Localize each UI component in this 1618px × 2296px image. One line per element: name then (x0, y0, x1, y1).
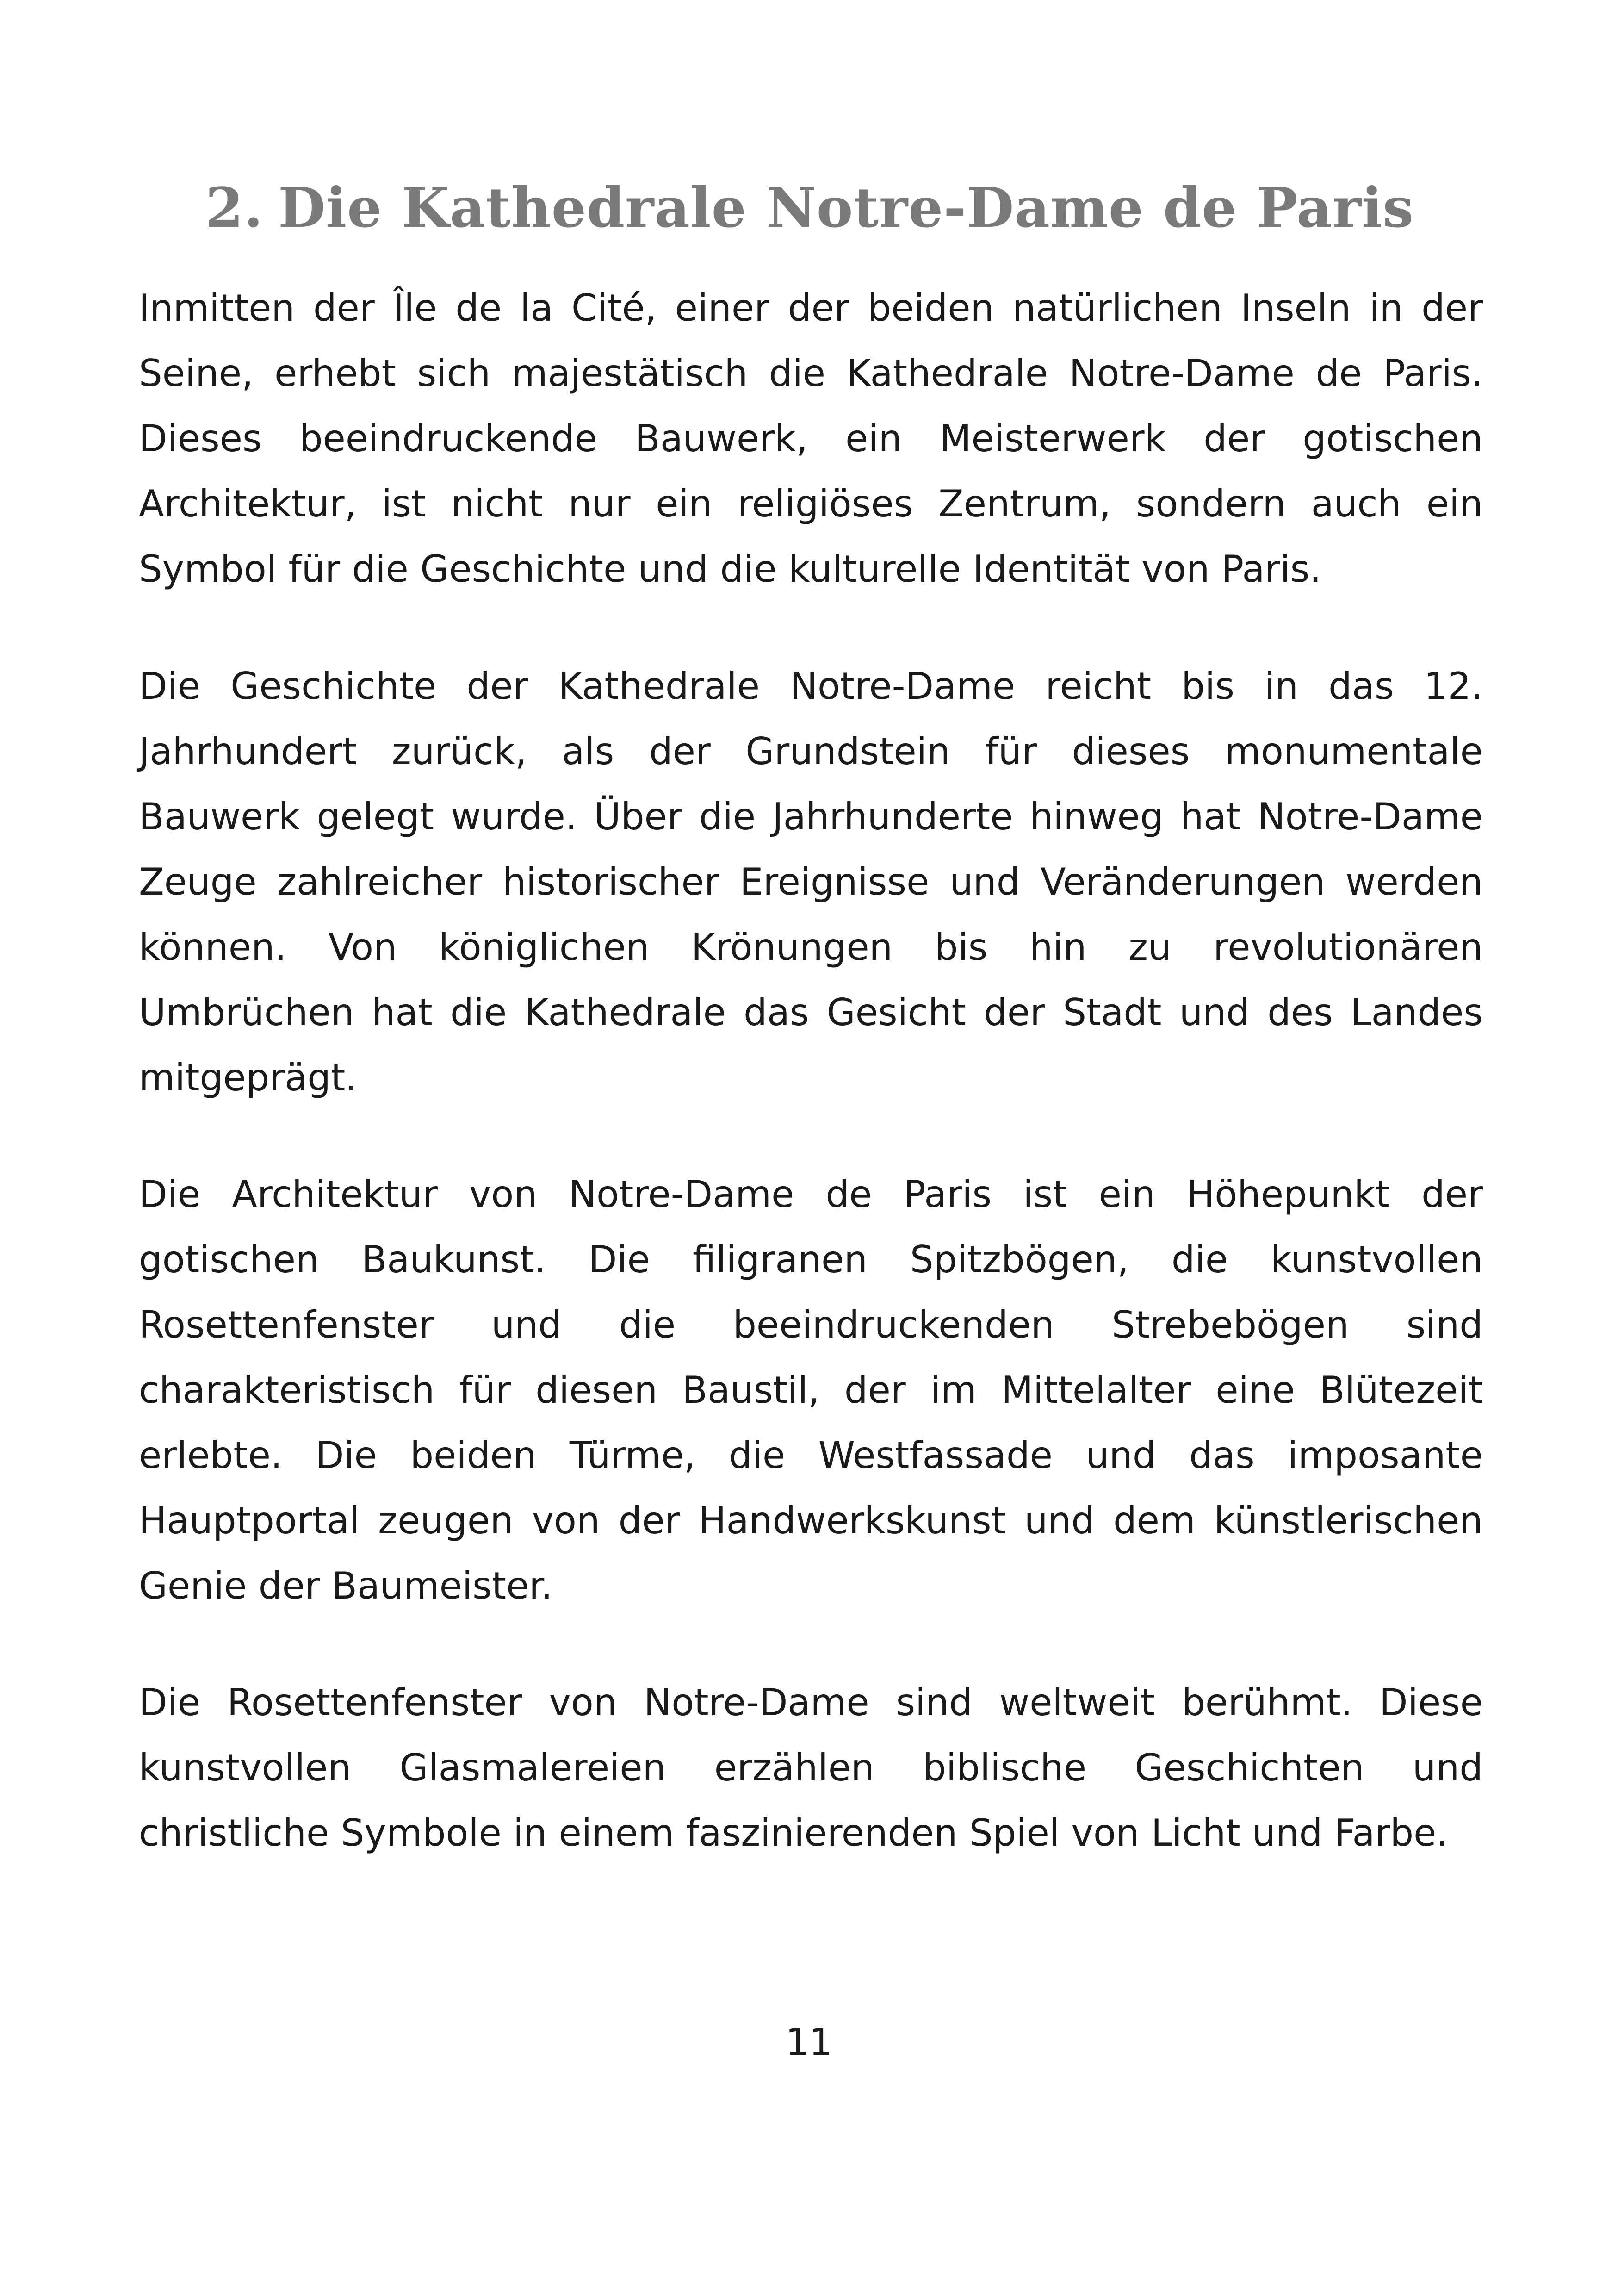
chapter-title: Die Kathedrale Notre-Dame de Paris (278, 175, 1414, 240)
paragraph-3: Die Architektur von Notre-Dame de Paris ist ein Höhepunkt der gotischen Baukunst. Die filigranen Spitzbögen, die kunstvollen Rosettenfenster und die beeindruckenden Strebebögen sind charakteristisch für diesen Baustil, der im Mittelalter eine Blütezeit erlebte. Die beiden Türme, die Westfassade und das imposante Hauptportal zeugen von der Handwerkskunst und dem künstlerischen Genie der Baumeister. (139, 1173, 1483, 1607)
chapter-heading (139, 173, 1481, 243)
paragraph-4: Die Rosettenfenster von Notre-Dame sind weltweit berühmt. Diese kunstvollen Glasmalereien erzählen biblische Geschichten und christliche Symbole in einem faszinierenden Spiel von Licht und Farbe. (139, 1681, 1483, 1854)
page-number: 11 (785, 2021, 833, 2064)
chapter-number: 2. (205, 175, 264, 240)
paragraph-2: Die Geschichte der Kathedrale Notre-Dame reicht bis in das 12. Jahrhundert zurück, als der Grundstein für dieses monumentale Bauwerk gelegt wurde. Über die Jahrhunderte hinweg hat Notre-Dame Zeuge zahlreicher historischer Ereignisse und Veränderungen werden können. Von königlichen Krönungen bis hin zu revolutionären Umbrüchen hat die Kathedrale das Gesicht der Stadt und des Landes mitgeprägt. (139, 665, 1483, 1099)
paragraph-1: Inmitten der Île de la Cité, einer der beiden natürlichen Inseln in der Seine, erhebt sich majestätisch die Kathedrale Notre-Dame de Paris. Dieses beeindruckende Bauwerk, ein Meisterwerk der gotischen Architektur, ist nicht nur ein religiöses Zentrum, sondern auch ein Symbol für die Geschichte und die kulturelle Identität von Paris. (139, 286, 1483, 591)
